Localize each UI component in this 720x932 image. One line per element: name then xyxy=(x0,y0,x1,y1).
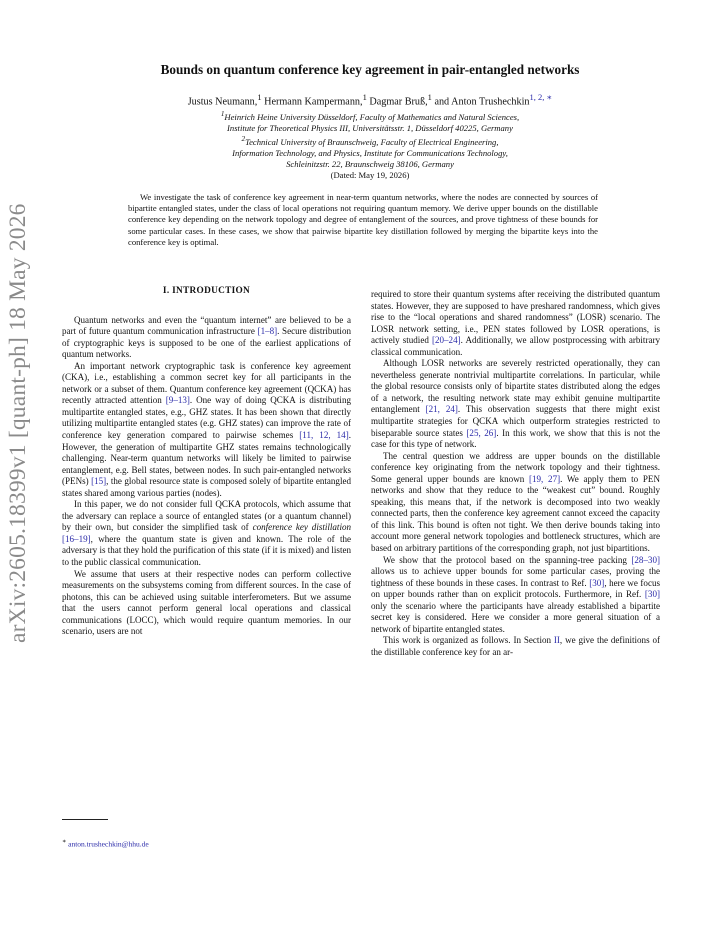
paragraph-text: Although LOSR networks are severely restricted operationally, they can nevertheless generate nontrivial multipartite correlations. In particular, while the global resource consists only of bipartite states distributed along the edges of a network, the resulting network state may exhibit genuine multipartite entanglement xyxy=(371,358,660,415)
email-link[interactable]: anton.trushechkin@hhu.de xyxy=(68,839,149,849)
paper-title: Bounds on quantum conference key agreement in pair-entangled networks xyxy=(160,62,580,77)
paragraph-text: , where the quantum state is given and known. The role of the adversary is that they hold the purification of this state (if it is mixed) and listen to the public classical communication. xyxy=(62,533,351,568)
paragraph xyxy=(62,499,351,568)
paragraph-text: . However, the generation of multipartite GHZ states remains technologically challenging. Near-term quantum networks will likely be limited to pairwise entanglement, e.g. Bell states, between nodes. In such pair-entangled networks (PENs) xyxy=(62,430,351,487)
citation-link[interactable]: [1–8] xyxy=(257,326,278,337)
affil-mark: 1 xyxy=(220,110,225,118)
citation-link[interactable]: [9–13] xyxy=(165,395,190,406)
abstract xyxy=(128,192,598,248)
paragraph-text: We show that the protocol based on the spanning-tree packing xyxy=(383,554,632,565)
paragraph-text: In this paper, we do not consider full QCKA protocols, which assume that the adversary can replace a source of entangled states (or a quantum channel) by their own, but consider the simplified task of xyxy=(62,499,351,533)
paragraph-text: . Secure distribution of cryptographic keys is supposed to be one of the earliest applications of quantum networks. xyxy=(62,326,351,360)
citation-link[interactable]: [28–30] xyxy=(631,554,660,565)
citation-link[interactable]: [30] xyxy=(589,577,605,588)
paragraph-text: Quantum networks and even the “quantum internet” are believed to be a part of future quantum communication infrastructure xyxy=(62,314,351,337)
affiliation-line: Institute for Theoretical Physics III, Universitätsstr. 1, Düsseldorf 40225, Germany xyxy=(227,122,513,133)
paragraph-text: only the scenario where the participants have already established a bipartite secret key is considered. Here we consider a more general situation of a network of bipartite entangled states. xyxy=(371,600,660,634)
affiliation-line: Information Technology, and Physics, Institute for Communications Technology, xyxy=(232,148,508,158)
paragraph-text: An important network cryptographic task is conference key agreement (CKA), i.e., establishing a common secret key for all participants in the network or a subset of them. Quantum conference key agreement (QCKA) has recently attracted attention xyxy=(62,360,351,406)
paragraph-text: required to store their quantum systems after receiving the distributed quantum states. However, they are supposed to have preshared randomness, which gives rise to the “local operations and shared randomness” (LOSR) scenario. The LOSR network setting, i.e., PEN states followed by LOSR operations, is actively studied xyxy=(371,289,660,346)
paragraph xyxy=(371,635,660,658)
paragraph-text: allows us to achieve upper bounds for some particular cases, proving the tightness of these bounds in these cases. In contrast to Ref. xyxy=(371,566,660,588)
section-heading: I. INTRODUCTION xyxy=(162,286,251,296)
paragraph-text: The central question we address are upper bounds on the distillable conference key originating from the network topology and their tightness. Some general upper bounds are known xyxy=(371,450,660,484)
citation-link[interactable]: [11, 12, 14] xyxy=(299,430,349,441)
footnote xyxy=(62,838,149,849)
paragraph-text: , the global resource state is composed solely of bipartite entangled states shared among various parties (nodes). xyxy=(62,476,351,498)
paragraph-text: , we give the definitions of the distillable conference key for an ar- xyxy=(371,635,661,657)
citation-link[interactable]: [25, 26] xyxy=(466,427,497,438)
left-column xyxy=(62,286,351,638)
paragraph xyxy=(371,451,660,555)
paragraph xyxy=(371,555,660,636)
paragraph xyxy=(62,315,351,361)
date-line: (Dated: May 19, 2026) xyxy=(330,170,410,181)
paragraph-text: . Additionally, we allow postprocessing with arbitrary classical communication. xyxy=(371,335,661,357)
author-affil-mark: 1 xyxy=(362,92,367,102)
citation-link[interactable]: [21, 24] xyxy=(425,404,458,415)
section-ref-link[interactable]: II xyxy=(553,635,560,646)
author-affil-mark-link[interactable]: 1, 2, ∗ xyxy=(529,92,553,102)
author-affil-mark: 1 xyxy=(257,92,262,102)
paragraph-text: , here we focus on upper bounds rather than on explicit protocols. Furthermore, in Ref. xyxy=(371,577,660,600)
footnote-rule xyxy=(62,819,108,820)
paragraph-text: . We apply them to PEN networks and show that they reduce to the “weakest cut” bound. Roughly speaking, this means that, if the network is decomposed into two weakly connected parts, then the conference key agreement cannot exceed the capacity of this link. This bound is often not tight. We then derive bounds taking into account more general network topologies and bottleneck structures, which are based on arbitrary partitions of the corresponding graph, not just bipartitions. xyxy=(371,473,660,554)
paragraph xyxy=(62,361,351,500)
footnote-mark: ∗ xyxy=(62,838,67,845)
paragraph-text: This work is organized as follows. In Section xyxy=(383,635,554,646)
citation-link[interactable]: [16–19] xyxy=(62,533,91,544)
citation-link[interactable]: [15] xyxy=(91,476,107,487)
citation-link[interactable]: [19, 27] xyxy=(529,473,561,484)
affil-mark: 2 xyxy=(241,135,246,144)
affiliations xyxy=(110,109,630,181)
author-name: Hermann Kampermann, xyxy=(261,96,363,108)
affiliation-line: Schleinitzstr. 22, Braunschweig 38106, Germany xyxy=(286,159,454,170)
citation-link[interactable]: [30] xyxy=(644,589,660,600)
citation-link[interactable]: [20–24] xyxy=(431,335,461,346)
paragraph-text: . This observation suggests that there might exist multipartite strategies for QCKA which outperform strategies restricted to biseparable source states xyxy=(371,404,660,438)
author-name: Dagmar Bruß, xyxy=(366,96,428,108)
paragraph: We assume that users at their respective nodes can perform collective measurements on the subsystems coming from different sources. In the case of photons, this can be achieved using suitable interferometers. But we assume that the users cannot perform general local operations and classical communications (LOCC), which would require quantum memories. In our scenario, users are not xyxy=(62,568,351,637)
author-name: and Anton Trushechkin xyxy=(431,96,530,108)
emphasis-text: conference key distillation xyxy=(252,522,352,533)
paragraph-text: . In this work, we show that this is not the case for this type of network. xyxy=(371,427,660,450)
affiliation-line: Technical University of Braunschweig, Faculty of Electrical Engineering, xyxy=(245,136,499,147)
paragraph-text: . One way of doing QCKA is distributing multipartite entangled states, e.g., GHZ states. It has been shown that directly utilizing multipartite entangled states (e.g. GHZ states) can improve the rate of conference key generation compared to pairwise schemes xyxy=(62,395,351,441)
author-list xyxy=(90,92,650,107)
arxiv-stamp: arXiv:2605.18399v1 [quant-ph] 18 May 2026 xyxy=(5,203,31,643)
abstract-text: We investigate the task of conference key agreement in near-term quantum networks, where the nodes are connected by sources of bipartite entangled states, under the class of local operations not requiring quantum memory. We derive upper bounds on the distillable conference key depending on the network topology and degree of entanglement of the sources, and prove tightness of these bounds for some particular cases. In these cases, we show that pairwise bipartite key distillation followed by merging the bipartite keys into the conference key is optimal. xyxy=(128,192,598,247)
author-name: Justus Neumann, xyxy=(187,96,258,108)
right-column xyxy=(371,289,660,659)
paragraph xyxy=(371,289,660,358)
author-affil-mark: 1 xyxy=(427,92,432,102)
paragraph xyxy=(371,358,660,450)
affiliation-line: Heinrich Heine University Düsseldorf, Faculty of Mathematics and Natural Sciences, xyxy=(224,111,520,122)
